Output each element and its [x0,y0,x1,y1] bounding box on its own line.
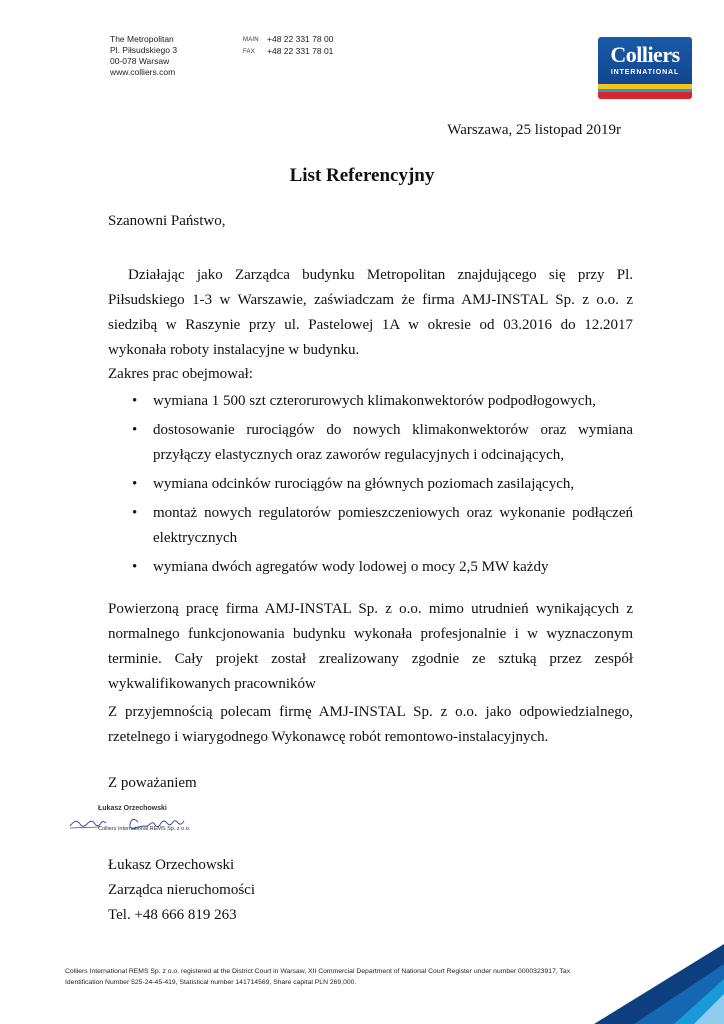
logo-subtitle: INTERNATIONAL [610,69,680,76]
contact-label: MAIN [243,37,259,43]
stamp-name: Łukasz Orzechowski [98,805,167,812]
corner-decoration-icon [574,924,724,1024]
signer-role: Zarządca nieruchomości [108,882,256,898]
signer-phone: Tel. +48 666 819 263 [108,907,237,923]
footer-legal [65,966,645,988]
contact-block [243,34,333,58]
list-item [128,418,633,468]
contact-value: +48 22 331 78 01 [267,46,334,56]
bullet-icon: • [132,422,138,438]
address-line: 00-078 Warsaw [110,56,170,66]
scope-list [128,389,633,584]
list-item-text: wymiana 1 500 szt czterorurowych klimakonwektorów podpodłogowych, [153,393,596,409]
list-item-text: montaż nowych regulatorów pomieszczeniowych oraz wykonanie podłączeń elektrycznych [153,505,633,546]
signature-stamp [68,805,218,837]
list-item [128,501,633,551]
website-link[interactable]: www.colliers.com [110,67,176,77]
letter-title: List Referencyjny [289,165,435,186]
letter-date: Warszawa, 25 listopad 2019r [447,122,621,138]
list-item-text: wymiana odcinków rurociągów na głównych poziomach zasilających, [153,476,575,492]
contact-value: +48 22 331 78 00 [267,34,334,44]
contact-main [243,34,333,46]
list-item [128,389,633,414]
greeting: Szanowni Państwo, [108,213,226,229]
address-line: The Metropolitan [110,34,174,44]
footer-line: Colliers International REMS Sp. z o.o. registered at the District Court in Warsaw, XII Commercial Department of National Court Register under number 0000323917, Tax [65,968,571,975]
bullet-icon: • [132,393,138,409]
signer-block [108,853,255,928]
paragraph-recommendation: Z przyjemnością polecam firmę AMJ-INSTAL Sp. z o.o. jako odpowiedzialnego, rzetelnego i wiarygodnego Wykonawcę robót remontowo-instalacyjnych. [108,704,633,745]
contact-label: FAX [243,49,255,55]
scope-heading: Zakres prac obejmował: [108,366,253,382]
paragraph-performance: Powierzoną pracę firma AMJ-INSTAL Sp. z o.o. mimo utrudnień wynikających z normalnego funkcjonowania budynku wykonała profesjonalnie i w wyznaczonym terminie. Cały projekt został zrealizowany zgodnie ze sztuką przez zespół wykwalifikowanych pracowników [108,601,633,692]
logo-stripe-red [598,92,692,99]
closing: Z poważaniem [108,775,197,791]
address-line: Pl. Piłsudskiego 3 [110,45,178,55]
bullet-icon: • [132,505,138,521]
sender-address [110,34,177,78]
list-item [128,472,633,497]
signer-name: Łukasz Orzechowski [108,857,235,873]
paragraph-intro: Działając jako Zarządca budynku Metropolitan znajdującego się przy Pl. Piłsudskiego 1-3 w Warszawie, zaświadczam że firma AMJ-INSTAL Sp. z o.o. z siedzibą w Raszynie przy ul. Pastelowej 1A w okresie od 03.2016 do 12.2017 wykonała roboty instalacyjne w budynku. [108,267,633,358]
bullet-icon: • [132,559,138,575]
colliers-logo [598,37,692,99]
list-item-text: wymiana dwóch agregatów wody lodowej o mocy 2,5 MW każdy [153,559,549,575]
list-item-text: dostosowanie rurociągów do nowych klimakonwektorów oraz wymiana przyłączy elastycznych oraz zaworów regulacyjnych i odcinających, [153,422,633,463]
contact-fax [243,46,333,58]
footer-line: Identification Number 525-24-45-419, Statistical number 141714569, Share capital PLN 269,000. [65,979,357,986]
stamp-company: Colliers International REMS Sp. z o.o. [98,826,191,832]
bullet-icon: • [132,476,138,492]
list-item [128,555,633,580]
logo-name: Colliers [610,42,680,67]
